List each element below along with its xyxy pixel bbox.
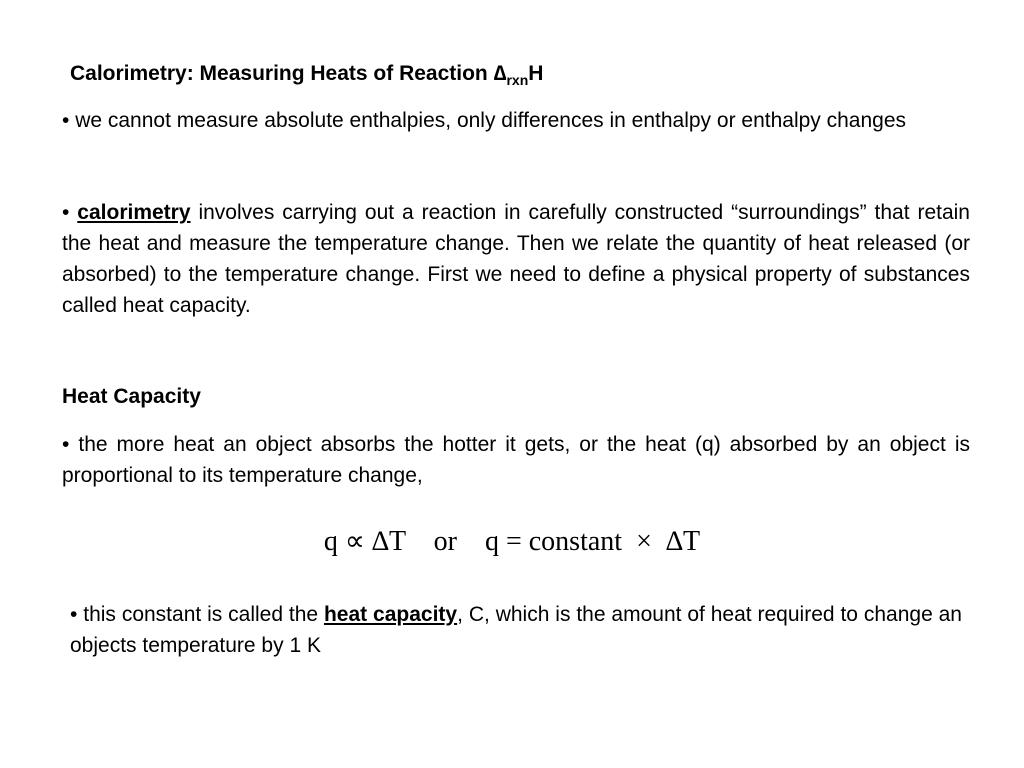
heading-heat-capacity: Heat Capacity xyxy=(62,385,201,408)
bullet: • xyxy=(62,201,70,224)
paragraph-text: the more heat an object absorbs the hotter it gets, or the heat (q) absorbed by an object is proportional to its temperature change, xyxy=(62,433,970,487)
paragraph-calorimetry xyxy=(62,197,970,321)
paragraph-text: we cannot measure absolute enthalpies, only differences in enthalpy or enthalpy changes xyxy=(75,109,907,132)
bullet: • xyxy=(70,603,78,626)
paragraph-text: involves carrying out a reaction in carefully constructed “surroundings” that retain the heat and measure the temperature change. Then we relate the quantity of heat released (or absorbed) to the temperature change. First we need to define a physical property of substances called heat capacity. xyxy=(62,201,970,317)
paragraph-text-after: , C, which is the amount of heat required to change an objects temperature by 1 K xyxy=(70,603,962,657)
title-text: Calorimetry: Measuring Heats of Reaction xyxy=(70,62,494,85)
slide-title xyxy=(70,60,543,88)
paragraph-text-before: this constant is called the xyxy=(83,603,324,626)
delta-symbol: ∆ xyxy=(493,62,507,85)
bullet: • xyxy=(62,433,70,456)
key-term-heat-capacity: heat capacity xyxy=(323,603,458,626)
equation-heat-proportional: q ∝ ∆T or q = constant × ∆T xyxy=(323,526,701,557)
paragraph-proportional xyxy=(62,429,970,491)
bullet: • xyxy=(62,109,70,132)
title-subscript: rxn xyxy=(506,72,529,88)
paragraph-enthalpy xyxy=(62,105,970,136)
key-term-calorimetry: calorimetry xyxy=(77,201,191,224)
title-suffix: H xyxy=(528,62,544,85)
paragraph-heat-capacity-definition xyxy=(70,599,962,661)
